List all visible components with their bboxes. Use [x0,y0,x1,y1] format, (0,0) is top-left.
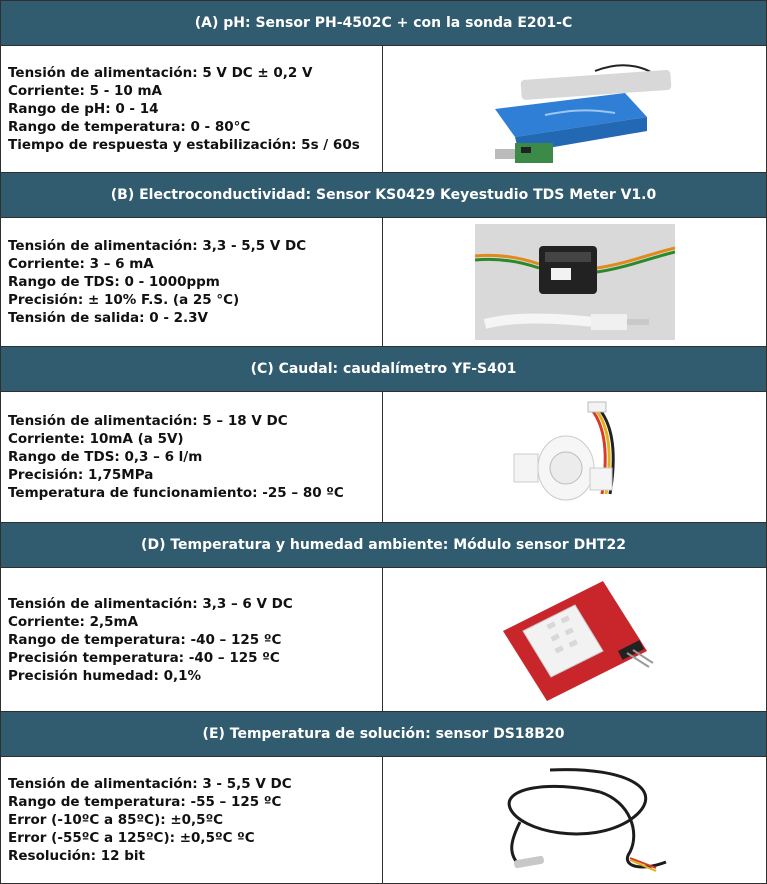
section-b-row [1,218,766,347]
section-b-specs [1,218,383,346]
spec-line: Precisión: 1,75MPa [8,467,154,483]
spec-line: Tensión de alimentación: 5 V DC ± 0,2 V [8,65,313,81]
spec-line: Tensión de alimentación: 3,3 – 6 V DC [8,595,293,612]
spec-line: Tensión de alimentación: 3,3 - 5,5 V DC [8,238,307,254]
section-c-specs [1,392,383,522]
spec-line: Temperatura de funcionamiento: -25 – 80 ºC [8,485,344,501]
section-a-specs [1,46,383,172]
flow-meter-image [384,392,766,522]
section-a-row [1,46,766,173]
spec-line: Corriente: 2,5mA [8,613,139,630]
spec-line: Tensión de salida: 0 - 2.3V [8,310,208,326]
section-c-row [1,392,766,523]
spec-line: Tiempo de respuesta y estabilización: 5s / 60s [8,137,360,153]
ph-sensor-image [384,46,766,172]
section-b-header: (B) Electroconductividad: Sensor KS0429 Keyestudio TDS Meter V1.0 [1,173,766,218]
section-e-row [1,757,766,883]
spec-line: Rango de pH: 0 - 14 [8,101,159,117]
section-d-row [1,568,766,712]
section-d-specs [1,568,383,711]
spec-line: Error (-55ºC a 125ºC): ±0,5ºC ºC [8,830,255,846]
spec-line: Rango de temperatura: -55 – 125 ºC [8,794,282,810]
spec-line: Error (-10ºC a 85ºC): ±0,5ºC [8,812,224,828]
spec-line: Rango de temperatura: 0 - 80°C [8,119,251,135]
section-e-header: (E) Temperatura de solución: sensor DS18B20 [1,712,766,757]
spec-line: Rango de TDS: 0,3 – 6 l/m [8,449,203,465]
spec-line: Precisión: ± 10% F.S. (a 25 °C) [8,292,240,308]
tds-sensor-image [384,218,766,346]
ds18b20-probe-image [384,757,766,883]
section-a-header: (A) pH: Sensor PH-4502C + con la sonda E201-C [1,1,766,46]
spec-line: Tensión de alimentación: 5 – 18 V DC [8,413,288,429]
spec-line: Corriente: 3 – 6 mA [8,256,154,272]
spec-line: Corriente: 10mA (a 5V) [8,431,184,447]
section-e-specs [1,757,383,883]
spec-line: Tensión de alimentación: 3 - 5,5 V DC [8,776,292,792]
spec-line: Resolución: 12 bit [8,848,145,864]
spec-line: Rango de temperatura: -40 – 125 ºC [8,631,282,648]
spec-line: Precisión humedad: 0,1% [8,667,202,684]
section-d-header: (D) Temperatura y humedad ambiente: Módulo sensor DHT22 [1,523,766,568]
section-c-header: (C) Caudal: caudalímetro YF-S401 [1,347,766,392]
spec-line: Corriente: 5 - 10 mA [8,83,162,99]
dht22-module-image [384,568,766,711]
spec-line: Precisión temperatura: -40 – 125 ºC [8,649,280,666]
spec-line: Rango de TDS: 0 - 1000ppm [8,274,220,290]
